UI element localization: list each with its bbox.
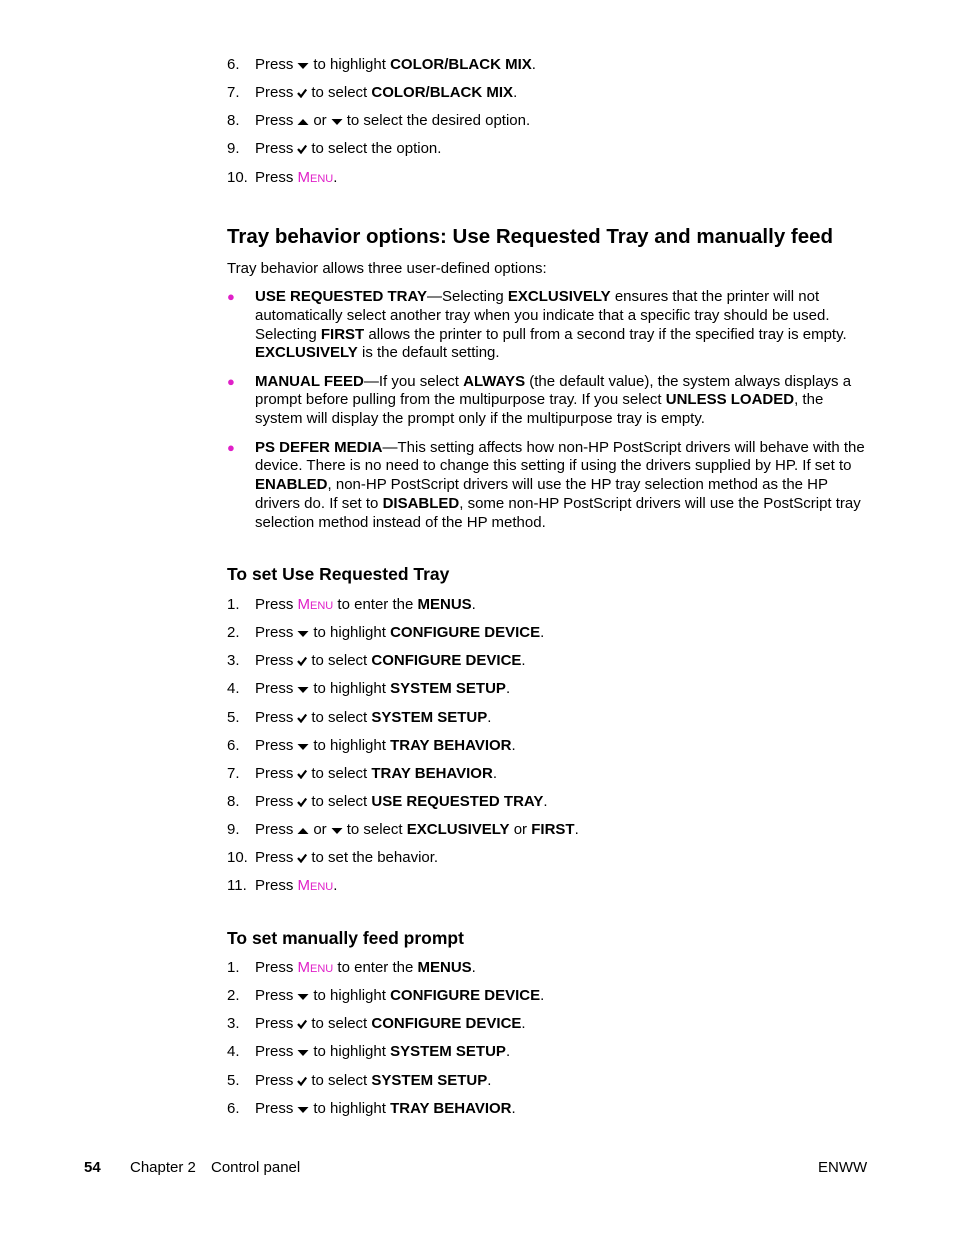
step-end: . xyxy=(333,877,338,895)
list-item xyxy=(0,140,954,168)
list-item xyxy=(0,373,954,429)
step-number: 2. xyxy=(227,987,240,1005)
down-arrow-icon xyxy=(331,113,343,131)
step-end: . xyxy=(511,736,516,754)
step-end: . xyxy=(492,764,497,782)
step-number: 1. xyxy=(227,959,240,976)
bullet-text: ensures that the printer will not automatically select another tray when you indicate that a specific tray should be used. Selecting xyxy=(255,288,830,343)
down-arrow-icon xyxy=(331,822,343,840)
step-target: TRAY BEHAVIOR xyxy=(390,736,512,754)
bullet-term: MANUAL FEED xyxy=(255,372,364,390)
bullet-bold: ENABLED xyxy=(255,476,328,494)
list-item xyxy=(0,596,954,624)
checkmark-icon xyxy=(297,1016,307,1034)
footer-chapter: Chapter 2 xyxy=(130,1159,196,1176)
bullet-term: PS DEFER MEDIA xyxy=(255,438,383,456)
menu-key-label: Menu xyxy=(297,596,334,613)
step-press: Press xyxy=(255,959,294,976)
step-end: . xyxy=(505,1043,511,1061)
up-arrow-icon xyxy=(297,113,309,131)
footer-brand: ENWW xyxy=(818,1159,868,1176)
bullet-dot-icon: ● xyxy=(227,289,235,304)
step-target: CONFIGURE DEVICE xyxy=(390,987,541,1005)
menu-key-label: Menu xyxy=(297,959,334,976)
list-item xyxy=(0,84,954,112)
step-press: Press xyxy=(255,624,294,642)
checkmark-icon xyxy=(297,1073,307,1091)
checkmark-icon xyxy=(297,766,307,784)
step-press: Press xyxy=(255,708,294,726)
step-number: 6. xyxy=(227,56,240,73)
step-number: 4. xyxy=(227,680,240,698)
step-end: . xyxy=(521,652,526,670)
list-item xyxy=(0,680,954,708)
step-press: Press xyxy=(255,821,294,839)
step-text: to highlight xyxy=(313,736,386,754)
step-number: 10. xyxy=(227,849,248,867)
step-end: . xyxy=(487,708,492,726)
list-item xyxy=(0,112,954,140)
step-text: to highlight xyxy=(313,624,386,642)
step-target: TRAY BEHAVIOR xyxy=(390,1099,512,1117)
step-end: . xyxy=(487,1071,492,1089)
bullet-text: —If you select xyxy=(363,372,464,390)
step-end: . xyxy=(543,792,548,810)
step-target: MENUS xyxy=(417,959,472,976)
list-item xyxy=(0,959,954,987)
menu-key-label: Menu xyxy=(297,168,334,186)
page-number: 54 xyxy=(84,1159,101,1176)
step-press: Press xyxy=(255,849,294,867)
step-target: TRAY BEHAVIOR xyxy=(371,764,493,782)
down-arrow-icon xyxy=(297,681,309,699)
up-arrow-icon xyxy=(297,822,309,840)
subsection-heading: To set Use Requested Tray xyxy=(227,564,450,584)
step-text: to select xyxy=(311,84,368,102)
list-item xyxy=(0,765,954,793)
step-end: . xyxy=(531,56,536,73)
checkmark-icon xyxy=(297,141,307,159)
top-step-list xyxy=(0,56,954,197)
bullet-text: allows the printer to pull from a second tray if the specified tray is empty. xyxy=(364,325,847,343)
step-target: CONFIGURE DEVICE xyxy=(371,652,522,670)
list-item xyxy=(0,821,954,849)
step-number: 11. xyxy=(227,877,247,895)
list-item xyxy=(0,793,954,821)
step-target: CONFIGURE DEVICE xyxy=(371,1015,522,1033)
step-number: 1. xyxy=(227,596,240,613)
bullet-bold: ALWAYS xyxy=(463,372,526,390)
step-text: to highlight xyxy=(313,56,386,73)
step-target: COLOR/BLACK MIX xyxy=(390,56,532,73)
step-end: . xyxy=(521,1015,526,1033)
down-arrow-icon xyxy=(297,1101,309,1119)
step-press: Press xyxy=(255,112,294,130)
bullet-text: , the system will display the prompt only if the multipurpose tray is empty. xyxy=(255,391,824,428)
step-end: . xyxy=(574,821,579,839)
bullet-term: USE REQUESTED TRAY xyxy=(255,288,427,305)
step-press: Press xyxy=(255,652,294,670)
bullet-bold: EXCLUSIVELY xyxy=(507,288,611,305)
down-arrow-icon xyxy=(297,738,309,756)
step-text: to select xyxy=(311,652,368,670)
bullet-bold: UNLESS LOADED xyxy=(665,391,795,409)
step-text: to select xyxy=(311,764,368,782)
step-target: SYSTEM SETUP xyxy=(371,1071,488,1089)
step-press: Press xyxy=(255,1015,294,1033)
step-or: or xyxy=(313,821,327,839)
step-text: to enter the xyxy=(337,959,414,976)
checkmark-icon xyxy=(297,710,307,728)
step-text: to highlight xyxy=(313,1099,386,1117)
footer-chapter-title: Control panel xyxy=(211,1159,301,1176)
bullet-text: , non-HP PostScript drivers will use the HP tray selection method as the HP drivers do. If set to xyxy=(255,476,828,512)
down-arrow-icon xyxy=(297,988,309,1006)
step-number: 9. xyxy=(227,140,240,158)
step-number: 3. xyxy=(227,1015,240,1033)
bullet-bold: DISABLED xyxy=(382,494,460,512)
section-intro: Tray behavior allows three user-defined options: xyxy=(227,260,547,277)
step-press: Press xyxy=(255,1071,294,1089)
step-target: FIRST xyxy=(531,821,575,839)
list-item xyxy=(0,1072,954,1100)
list-item xyxy=(0,439,954,533)
list-item xyxy=(0,1043,954,1071)
step-text: to highlight xyxy=(313,987,386,1005)
subsection-heading: To set manually feed prompt xyxy=(227,928,464,948)
step-target: SYSTEM SETUP xyxy=(390,680,506,698)
checkmark-icon xyxy=(297,794,307,812)
step-target: CONFIGURE DEVICE xyxy=(390,624,541,642)
list-item xyxy=(0,849,954,877)
step-target: SYSTEM SETUP xyxy=(371,708,488,726)
option-bullet-list xyxy=(0,288,954,542)
list-item xyxy=(0,737,954,765)
step-press: Press xyxy=(255,764,294,782)
step-end: . xyxy=(513,84,518,102)
step-text: to highlight xyxy=(313,1043,386,1061)
bullet-text: , some non-HP PostScript drivers will use the PostScript tray selection method instead of the HP method. xyxy=(255,494,861,531)
step-text: to select xyxy=(311,792,368,810)
step-target: EXCLUSIVELY xyxy=(406,821,510,839)
down-arrow-icon xyxy=(297,625,309,643)
step-text: to set the behavior. xyxy=(311,849,439,867)
step-number: 7. xyxy=(227,84,240,102)
step-number: 3. xyxy=(227,652,240,670)
step-press: Press xyxy=(255,1099,294,1117)
step-or: or xyxy=(513,821,528,839)
step-number: 2. xyxy=(227,624,240,642)
step-number: 6. xyxy=(227,1099,240,1117)
step-number: 10. xyxy=(227,168,248,186)
step-end: . xyxy=(540,624,545,642)
step-press: Press xyxy=(255,56,294,73)
step-end: . xyxy=(471,596,476,613)
list-item xyxy=(0,652,954,680)
step-press: Press xyxy=(255,168,294,186)
bullet-text: —Selecting xyxy=(426,288,508,305)
step-target: USE REQUESTED TRAY xyxy=(371,792,544,810)
step-target: SYSTEM SETUP xyxy=(390,1043,506,1061)
step-number: 8. xyxy=(227,792,240,810)
step-text: to select xyxy=(311,1015,368,1033)
step-text: to select xyxy=(346,821,403,839)
list-item xyxy=(0,288,954,363)
step-press: Press xyxy=(255,596,294,613)
list-item xyxy=(0,624,954,652)
step-text: to select the desired option. xyxy=(346,112,531,130)
step-end: . xyxy=(471,959,476,976)
down-arrow-icon xyxy=(297,1044,309,1062)
bullet-bold: FIRST xyxy=(320,325,365,343)
bullet-text: —This setting affects how non-HP PostScript drivers will behave with the device. There is no need to change this setting if using the drivers supplied by HP. If set to xyxy=(255,438,865,475)
step-end: . xyxy=(333,168,338,186)
requested-tray-steps xyxy=(0,596,954,906)
list-item xyxy=(0,987,954,1015)
step-number: 8. xyxy=(227,112,240,130)
step-number: 5. xyxy=(227,708,240,726)
step-number: 5. xyxy=(227,1071,240,1089)
step-press: Press xyxy=(255,877,294,895)
menu-key-label: Menu xyxy=(297,877,334,895)
step-press: Press xyxy=(255,140,294,158)
manual-feed-steps xyxy=(0,959,954,1128)
list-item xyxy=(0,1015,954,1043)
step-target: MENUS xyxy=(417,596,472,613)
bullet-dot-icon: ● xyxy=(227,373,235,389)
step-text: to select xyxy=(311,708,368,726)
step-press: Press xyxy=(255,987,294,1005)
step-press: Press xyxy=(255,736,294,754)
step-end: . xyxy=(505,680,511,698)
step-or: or xyxy=(313,112,327,130)
step-press: Press xyxy=(255,1043,294,1061)
checkmark-icon xyxy=(297,850,307,868)
section-title: Tray behavior options: Use Requested Tray and manually feed xyxy=(227,225,834,248)
bullet-text: (the default value), the system always displays a prompt before pulling from the multipurpose tray. If you select xyxy=(255,372,852,409)
list-item xyxy=(0,1100,954,1128)
list-item xyxy=(0,877,954,905)
checkmark-icon xyxy=(297,85,307,103)
bullet-text: is the default setting. xyxy=(357,344,500,362)
bullet-dot-icon: ● xyxy=(227,439,235,455)
list-item xyxy=(0,169,954,197)
list-item xyxy=(0,709,954,737)
step-text: to enter the xyxy=(337,596,414,613)
step-end: . xyxy=(511,1099,516,1117)
step-press: Press xyxy=(255,84,294,102)
step-number: 4. xyxy=(227,1043,240,1061)
step-text: to select the option. xyxy=(311,140,442,158)
step-number: 6. xyxy=(227,736,240,754)
step-number: 9. xyxy=(227,821,240,839)
down-arrow-icon xyxy=(297,57,309,75)
step-end: . xyxy=(540,987,545,1005)
step-text: to highlight xyxy=(313,680,386,698)
step-press: Press xyxy=(255,792,294,810)
step-text: to select xyxy=(311,1071,368,1089)
step-target: COLOR/BLACK MIX xyxy=(371,84,514,102)
list-item xyxy=(0,56,954,84)
step-press: Press xyxy=(255,680,294,698)
step-number: 7. xyxy=(227,764,240,782)
checkmark-icon xyxy=(297,653,307,671)
bullet-bold: EXCLUSIVELY xyxy=(255,344,358,362)
